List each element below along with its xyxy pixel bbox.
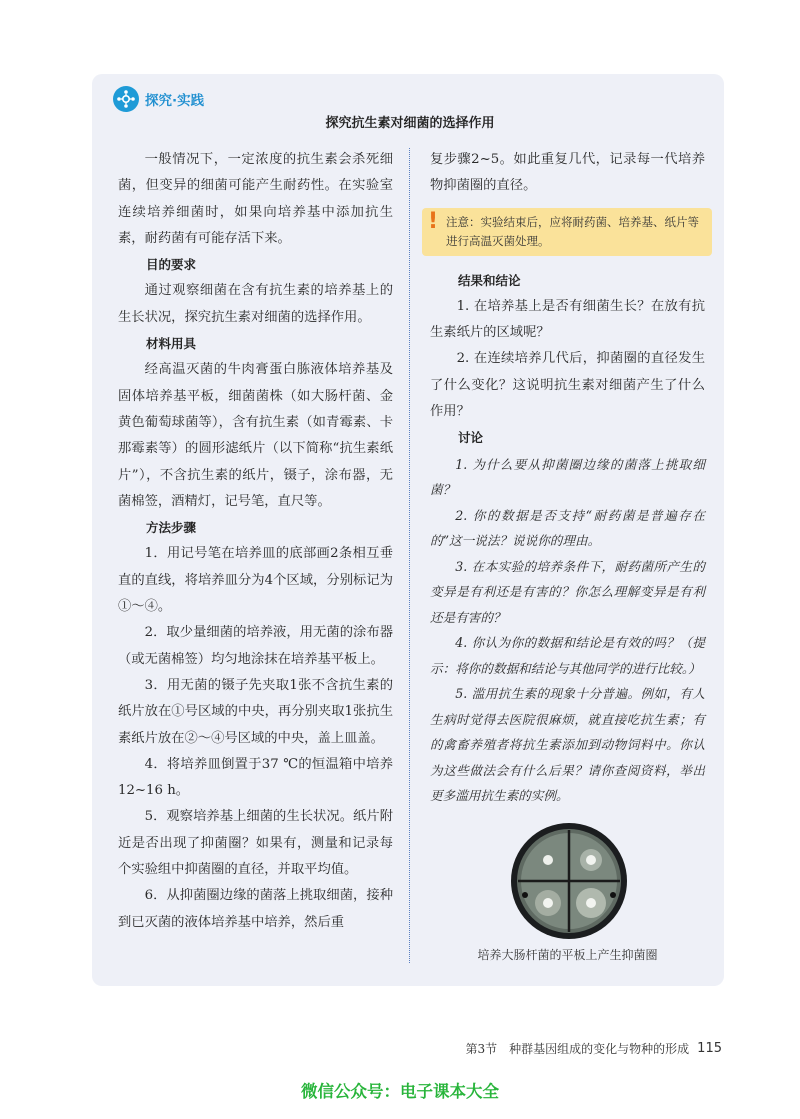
molecule-icon [113, 86, 139, 112]
activity-badge [113, 86, 204, 112]
footer-section-title: 第3节 种群基因组成的变化与物种的形成 [465, 1042, 690, 1056]
page-footer [466, 1040, 722, 1057]
right-column [430, 147, 705, 809]
step-item: 5．观察培养基上细菌的生长状况。纸片附近是否出现了抑菌圈？如果有，测量和记录每个实验组中抑菌圈的直径，并取平均值。 [118, 809, 393, 878]
step-item: 4．将培养皿倒置于37 ℃的恒温箱中培养12~16 h。 [118, 756, 393, 799]
intro-paragraph: 一般情况下，一定浓度的抗生素会杀死细菌，但变异的细菌可能产生耐药性。在实验室连续培养细菌时，如果向培养基中添加抗生素，耐药菌有可能存活下来。 [118, 152, 393, 246]
left-column [118, 147, 393, 936]
column-divider [409, 148, 410, 963]
discussion-question: 2. 你的数据是否支持“耐药菌是普遍存在的”这一说法？说说你的理由。 [430, 507, 705, 549]
page-number: 115 [697, 1041, 722, 1056]
discussion-question: 4. 你认为你的数据和结论是有效的吗？（提示：将你的数据和结论与其他同学的进行比较。） [430, 635, 705, 676]
continuation-paragraph: 复步骤2~5。如此重复几代，记录每一代培养物抑菌圈的直径。 [430, 152, 705, 194]
notice-text: 注意：实验结束后，应将耐药菌、培养基、纸片等进行高温灭菌处理。 [446, 214, 699, 248]
safety-notice [422, 208, 712, 256]
exclamation-icon: ! [428, 208, 439, 234]
result-question: 2. 在连续培养几代后，抑菌圈的直径发生了什么变化？这说明抗生素对细菌产生了什么作用？ [430, 351, 705, 420]
discussion-heading: 讨论 [458, 430, 484, 446]
results-heading: 结果和结论 [458, 272, 521, 288]
figure-caption: 培养大肠杆菌的平板上产生抑菌圈 [477, 948, 658, 962]
step-item: 3．用无菌的镊子先夹取1张不含抗生素的纸片放在①号区域的中央，再分别夹取1张抗生素纸片放在②～④号区域的中央，盖上皿盖。 [118, 677, 393, 746]
watermark-text: 微信公众号：电子课本大全 [301, 1082, 499, 1101]
discussion-question: 5. 滥用抗生素的现象十分普遍。例如，有人生病时觉得去医院很麻烦，就直接吃抗生素；有的禽畜养殖者将抗生素添加到动物饲料中。你认为这些做法会有什么后果？请你查阅资料，举出更多滥用抗生素的实例。 [430, 686, 705, 804]
purpose-heading: 目的要求 [146, 257, 197, 273]
activity-title: 探究抗生素对细菌的选择作用 [325, 116, 495, 131]
step-item: 1．用记号笔在培养皿的底部画2条相互垂直的直线，将培养皿分为4个区域，分别标记为①～④。 [118, 546, 393, 615]
result-question: 1. 在培养基上是否有细菌生长？在放有抗生素纸片的区域呢？ [430, 298, 705, 341]
purpose-paragraph: 通过观察细菌在含有抗生素的培养基上的生长状况，探究抗生素对细菌的选择作用。 [118, 283, 393, 325]
step-item: 2．取少量细菌的培养液，用无菌的涂布器（或无菌棉签）均匀地涂抹在培养基平板上。 [118, 625, 393, 667]
badge-label: 探究·实践 [145, 93, 205, 109]
materials-heading: 材料用具 [146, 336, 197, 352]
petri-dish-photo [510, 822, 628, 940]
materials-paragraph: 经高温灭菌的牛肉膏蛋白胨液体培养基及固体培养基平板，细菌菌株（如大肠杆菌、金黄色葡萄球菌等），含有抗生素（如青霉素、卡那霉素等）的圆形滤纸片（以下简称“抗生素纸片”），不含抗生素的纸片，镊子，涂布器，无菌棉签，酒精灯，记号笔，直尺等。 [118, 362, 393, 509]
step-item: 6．从抑菌圈边缘的菌落上挑取细菌，接种到已灭菌的液体培养基中培养，然后重 [118, 888, 393, 930]
discussion-question: 1. 为什么要从抑菌圈边缘的菌落上挑取细菌？ [430, 456, 705, 498]
discussion-question: 3. 在本实验的培养条件下，耐药菌所产生的变异是有利还是有害的？你怎么理解变异是有利还是有害的？ [430, 558, 705, 625]
methods-heading: 方法步骤 [146, 520, 197, 536]
